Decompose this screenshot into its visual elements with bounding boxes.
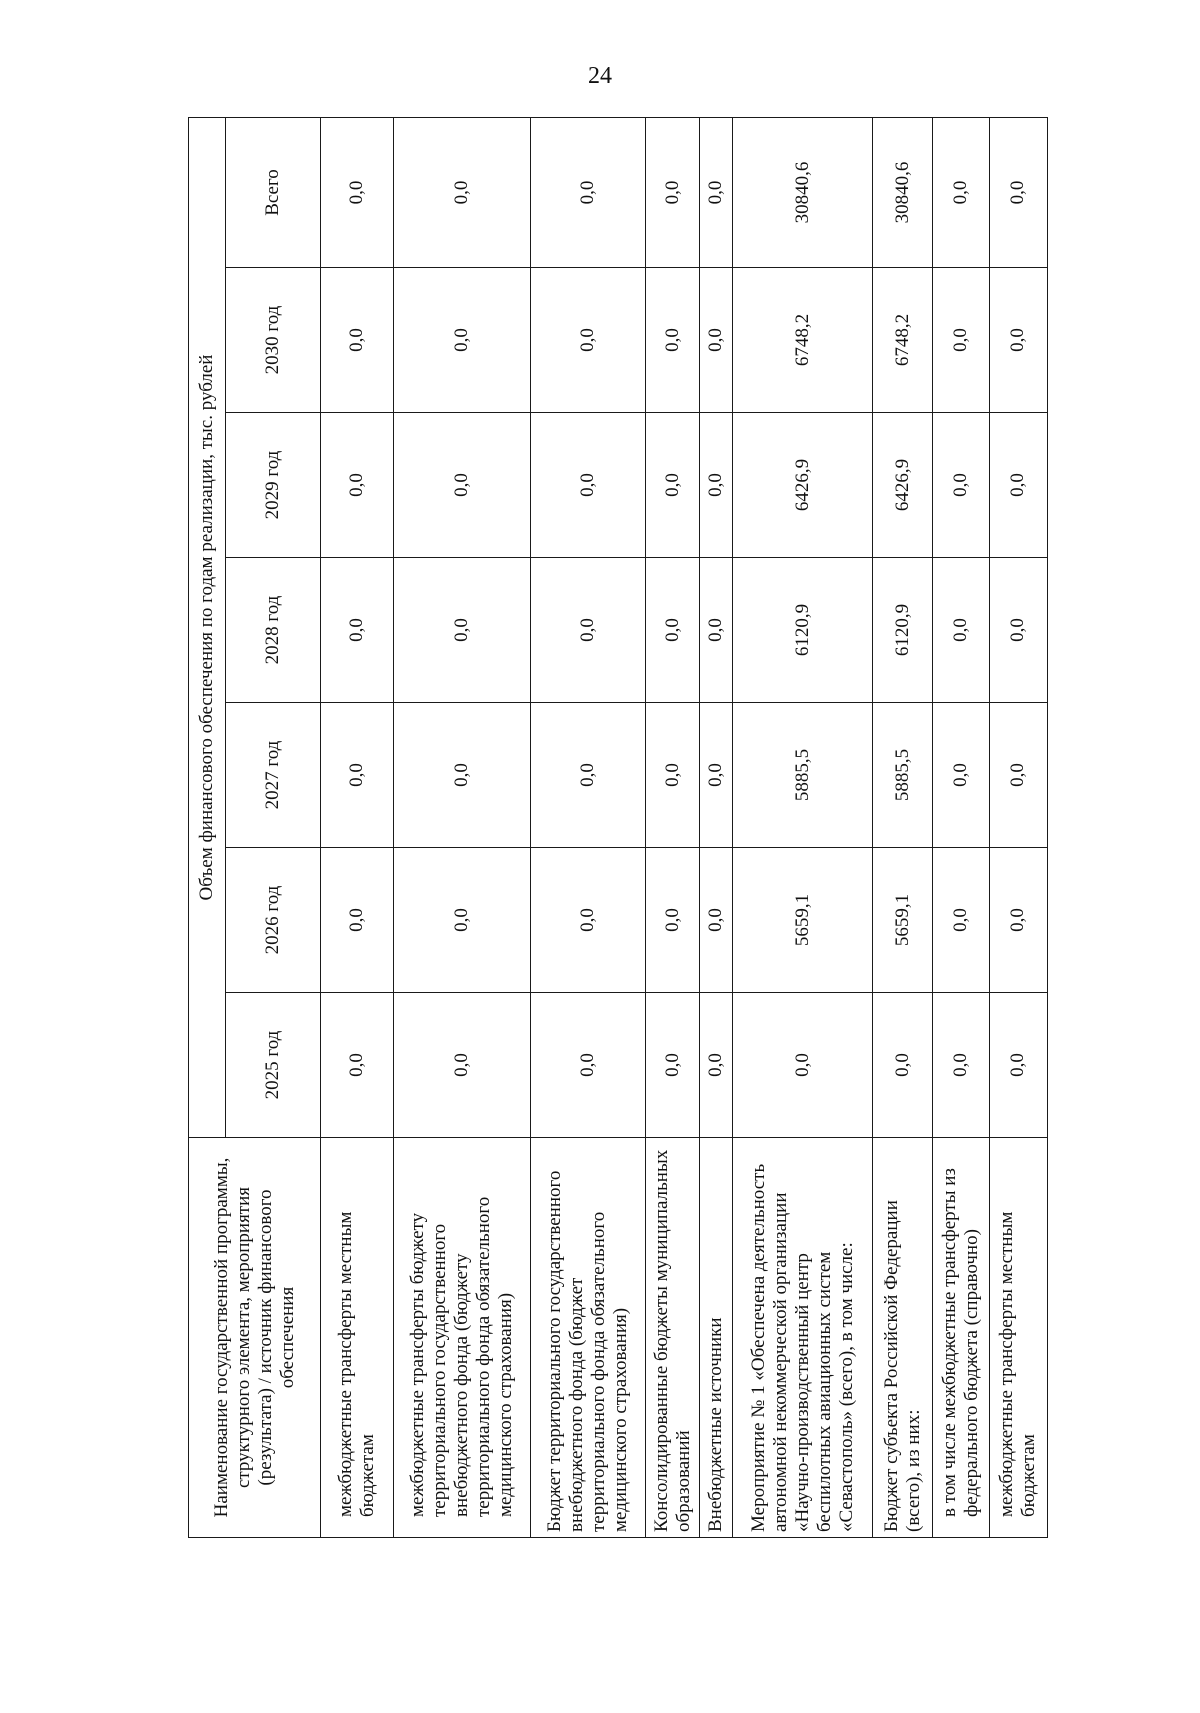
- cell-value: 6426,9: [872, 413, 932, 558]
- cell-value: 6120,9: [872, 558, 932, 703]
- cell-value: 0,0: [531, 558, 646, 703]
- table-row: [321, 118, 394, 1538]
- table-row: [733, 118, 873, 1538]
- cell-value: 5659,1: [733, 848, 873, 993]
- table-row: [700, 118, 733, 1538]
- cell-value: 0,0: [531, 848, 646, 993]
- header-year-2029: 2029 год: [226, 413, 321, 558]
- cell-value: 0,0: [321, 993, 394, 1138]
- cell-value: 0,0: [321, 558, 394, 703]
- cell-value: 0,0: [645, 268, 699, 413]
- cell-value: 0,0: [933, 558, 989, 703]
- table-row: [531, 118, 646, 1538]
- header-year-2026: 2026 год: [226, 848, 321, 993]
- cell-value: 0,0: [989, 993, 1047, 1138]
- financing-table: [188, 117, 1048, 1538]
- cell-value: 0,0: [933, 268, 989, 413]
- cell-value: 0,0: [531, 703, 646, 848]
- cell-value: 6748,2: [872, 268, 932, 413]
- row-label: Бюджет территориального государственного внебюджетного фонда (бюджет территориального фонда обязательного медицинского страхования): [531, 1138, 646, 1538]
- cell-value: 0,0: [989, 558, 1047, 703]
- cell-value: 0,0: [393, 558, 530, 703]
- row-label: межбюджетные трансферты местным бюджетам: [321, 1138, 394, 1538]
- cell-value: 5885,5: [872, 703, 932, 848]
- cell-value: 0,0: [531, 268, 646, 413]
- cell-value: 0,0: [531, 413, 646, 558]
- cell-total: 0,0: [321, 118, 394, 268]
- cell-value: 0,0: [933, 993, 989, 1138]
- cell-total: 0,0: [700, 118, 733, 268]
- header-financing-group: Объем финансового обеспечения по годам реализации, тыс. рублей: [189, 118, 226, 1138]
- cell-value: 0,0: [872, 993, 932, 1138]
- row-label: Мероприятие № 1 «Обеспечена деятельность автономной некоммерческой организации «Научно-производственный центр беспилотных авиационных систем «Севастополь» (всего), в том числе:: [733, 1138, 873, 1538]
- cell-value: 0,0: [645, 848, 699, 993]
- cell-value: 0,0: [645, 413, 699, 558]
- cell-value: 0,0: [933, 703, 989, 848]
- cell-value: 0,0: [531, 993, 646, 1138]
- cell-value: 0,0: [393, 413, 530, 558]
- table-row: [872, 118, 932, 1538]
- row-label: Бюджет субъекта Российской Федерации (всего), из них:: [872, 1138, 932, 1538]
- cell-value: 0,0: [321, 268, 394, 413]
- cell-value: 0,0: [700, 268, 733, 413]
- table-row: [645, 118, 699, 1538]
- cell-value: 6426,9: [733, 413, 873, 558]
- cell-value: 0,0: [989, 413, 1047, 558]
- cell-value: 0,0: [393, 268, 530, 413]
- cell-value: 6120,9: [733, 558, 873, 703]
- cell-value: 0,0: [645, 558, 699, 703]
- row-label: межбюджетные трансферты местным бюджетам: [989, 1138, 1047, 1538]
- row-label: в том числе межбюджетные трансферты из федерального бюджета (справочно): [933, 1138, 989, 1538]
- cell-total: 0,0: [933, 118, 989, 268]
- cell-total: 0,0: [531, 118, 646, 268]
- header-year-2028: 2028 год: [226, 558, 321, 703]
- cell-value: 0,0: [933, 413, 989, 558]
- header-name-column: Наименование государственной программы, структурного элемента, мероприятия (результата) / источник финансового обеспечения: [189, 1138, 321, 1538]
- cell-value: 5885,5: [733, 703, 873, 848]
- cell-value: 6748,2: [733, 268, 873, 413]
- table-row: [989, 118, 1047, 1538]
- row-label: Консолидированные бюджеты муниципальных образований: [645, 1138, 699, 1538]
- cell-value: 0,0: [933, 848, 989, 993]
- cell-total: 0,0: [393, 118, 530, 268]
- cell-value: 0,0: [989, 268, 1047, 413]
- cell-value: 0,0: [700, 558, 733, 703]
- header-total: Всего: [226, 118, 321, 268]
- cell-total: 0,0: [989, 118, 1047, 268]
- cell-total: 0,0: [645, 118, 699, 268]
- cell-value: 0,0: [645, 703, 699, 848]
- table-body: [321, 118, 1048, 1538]
- table-header: [189, 118, 321, 1538]
- cell-value: 0,0: [989, 703, 1047, 848]
- cell-value: 0,0: [733, 993, 873, 1138]
- cell-value: 0,0: [989, 848, 1047, 993]
- header-year-2025: 2025 год: [226, 993, 321, 1138]
- page-number: 24: [588, 63, 612, 89]
- cell-value: 0,0: [700, 413, 733, 558]
- header-year-2030: 2030 год: [226, 268, 321, 413]
- rotated-table-container: [188, 118, 1048, 1538]
- cell-value: 0,0: [321, 413, 394, 558]
- cell-value: 0,0: [321, 848, 394, 993]
- row-label: межбюджетные трансферты бюджету территориального государственного внебюджетного фонда (бюджету территориального фонда обязательного медицинского страхования): [393, 1138, 530, 1538]
- header-year-2027: 2027 год: [226, 703, 321, 848]
- cell-value: 0,0: [700, 848, 733, 993]
- cell-value: 0,0: [645, 993, 699, 1138]
- row-label: Внебюджетные источники: [700, 1138, 733, 1538]
- table-row: [393, 118, 530, 1538]
- cell-value: 0,0: [321, 703, 394, 848]
- cell-value: 0,0: [700, 703, 733, 848]
- cell-total: 30840,6: [872, 118, 932, 268]
- cell-value: 0,0: [393, 848, 530, 993]
- cell-total: 30840,6: [733, 118, 873, 268]
- table-row: [933, 118, 989, 1538]
- cell-value: 0,0: [393, 703, 530, 848]
- cell-value: 0,0: [700, 993, 733, 1138]
- cell-value: 0,0: [393, 993, 530, 1138]
- cell-value: 5659,1: [872, 848, 932, 993]
